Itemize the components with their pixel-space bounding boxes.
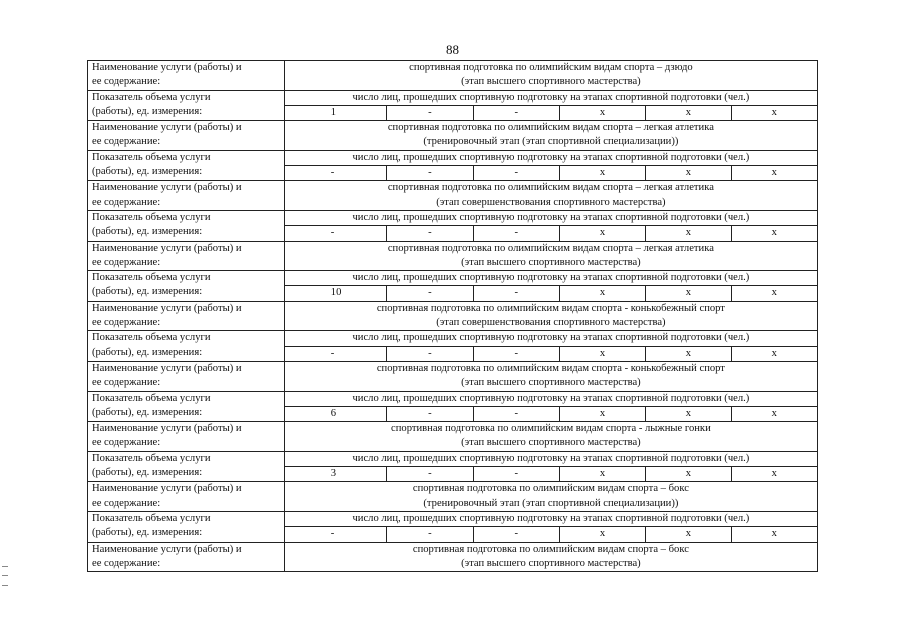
text-line: спортивная подготовка по олимпийским видам спорта - лыжные гонки	[391, 423, 711, 435]
text-line: Показатель объема услуги	[92, 91, 211, 103]
text-line: (работы), ед. измерения:	[92, 166, 203, 178]
text-line: (этап высшего спортивного мастерства)	[461, 256, 641, 268]
text-line: Наименование услуги (работы) и	[92, 182, 242, 194]
text-line: спортивная подготовка по олимпийским видам спорта - конькобежный спорт	[376, 302, 725, 314]
indicator-row	[88, 150, 818, 165]
indicator-row	[88, 210, 818, 225]
text-line: Наименование услуги (работы) и	[92, 483, 242, 495]
service-name-label	[88, 61, 285, 91]
indicator-value-cell: -	[473, 527, 559, 542]
text-line: ее содержание:	[92, 76, 161, 88]
indicator-value-cell: -	[387, 527, 473, 542]
indicator-value-cell: -	[387, 226, 473, 241]
indicator-title: число лиц, прошедших спортивную подготовку на этапах спортивной подготовки (чел.)	[284, 90, 817, 105]
service-name-row	[88, 61, 818, 91]
service-name-label	[88, 422, 285, 452]
indicator-value-cell: -	[473, 226, 559, 241]
text-line: спортивная подготовка по олимпийским видам спорта – легкая атлетика	[387, 182, 714, 194]
text-line: ее содержание:	[92, 317, 161, 329]
service-name-label	[88, 181, 285, 211]
indicator-label	[88, 391, 285, 422]
text-line: спортивная подготовка по олимпийским видам спорта – бокс	[412, 483, 689, 495]
indicator-title: число лиц, прошедших спортивную подготовку на этапах спортивной подготовки (чел.)	[284, 331, 817, 346]
indicator-value-cell: x	[559, 105, 645, 120]
text-line: Показатель объема услуги	[92, 392, 211, 404]
service-name-row	[88, 361, 818, 391]
service-name-row	[88, 542, 818, 572]
indicator-label	[88, 331, 285, 362]
indicator-label	[88, 271, 285, 302]
indicator-value-cell: 1	[284, 105, 386, 120]
indicator-value-cell: -	[387, 406, 473, 421]
indicator-value-cell: 10	[284, 286, 386, 301]
indicator-value-cell: x	[731, 226, 817, 241]
text-line: (этап совершенствования спортивного мастерства)	[436, 317, 666, 329]
indicator-value-cell: -	[473, 105, 559, 120]
indicator-value-cell: -	[473, 406, 559, 421]
text-line: Показатель объема услуги	[92, 332, 211, 344]
service-name-label	[88, 361, 285, 391]
indicator-title: число лиц, прошедших спортивную подготовку на этапах спортивной подготовки (чел.)	[284, 451, 817, 466]
service-name	[284, 181, 817, 211]
text-line: спортивная подготовка по олимпийским видам спорта – легкая атлетика	[387, 122, 714, 134]
service-name-row	[88, 121, 818, 151]
service-name-row	[88, 301, 818, 331]
indicator-value-cell: -	[284, 226, 386, 241]
indicator-value-cell: x	[731, 166, 817, 181]
service-name-label	[88, 542, 285, 572]
indicator-value-cell: x	[559, 346, 645, 361]
indicator-value-cell: -	[387, 346, 473, 361]
indicator-title: число лиц, прошедших спортивную подготовку на этапах спортивной подготовки (чел.)	[284, 150, 817, 165]
text-line: спортивная подготовка по олимпийским видам спорта – бокс	[412, 543, 689, 555]
margin-mark	[2, 566, 8, 586]
service-name-label	[88, 482, 285, 512]
text-line: (этап высшего спортивного мастерства)	[461, 437, 641, 449]
indicator-value-cell: x	[646, 105, 731, 120]
indicator-value-cell: x	[559, 226, 645, 241]
text-line: (тренировочный этап (этап спортивной специализации))	[423, 136, 679, 148]
indicator-value-cell: x	[646, 226, 731, 241]
indicator-value-cell: -	[387, 166, 473, 181]
text-line: ее содержание:	[92, 196, 161, 208]
indicator-title: число лиц, прошедших спортивную подготовку на этапах спортивной подготовки (чел.)	[284, 271, 817, 286]
indicator-value-cell: -	[473, 166, 559, 181]
indicator-row	[88, 331, 818, 346]
text-line: Наименование услуги (работы) и	[92, 122, 242, 134]
indicator-value-cell: x	[646, 166, 731, 181]
indicator-value-cell: 6	[284, 406, 386, 421]
indicator-row	[88, 511, 818, 526]
indicator-label	[88, 150, 285, 181]
service-name	[284, 61, 817, 91]
text-line: спортивная подготовка по олимпийским видам спорта – легкая атлетика	[387, 242, 714, 254]
indicator-label	[88, 90, 285, 121]
indicator-row	[88, 451, 818, 466]
services-table-body	[88, 61, 818, 572]
indicator-value-cell: 3	[284, 467, 386, 482]
indicator-value-cell: x	[731, 286, 817, 301]
text-line: ее содержание:	[92, 377, 161, 389]
service-name	[284, 241, 817, 271]
service-name-row	[88, 482, 818, 512]
text-line: Показатель объема услуги	[92, 211, 211, 223]
indicator-value-cell: -	[473, 286, 559, 301]
page-number: 88	[446, 42, 459, 57]
service-name-row	[88, 181, 818, 211]
text-line: (этап высшего спортивного мастерства)	[461, 377, 641, 389]
service-name	[284, 301, 817, 331]
text-line: Наименование услуги (работы) и	[92, 242, 242, 254]
indicator-value-cell: x	[731, 105, 817, 120]
indicator-value-cell: x	[646, 467, 731, 482]
service-name	[284, 361, 817, 391]
text-line: (работы), ед. измерения:	[92, 105, 203, 117]
text-line: ее содержание:	[92, 497, 161, 509]
indicator-value-cell: x	[646, 527, 731, 542]
text-line: (работы), ед. измерения:	[92, 286, 203, 298]
text-line: (работы), ед. измерения:	[92, 406, 203, 418]
indicator-value-cell: x	[646, 346, 731, 361]
indicator-value-cell: x	[731, 527, 817, 542]
service-name-label	[88, 121, 285, 151]
text-line: (работы), ед. измерения:	[92, 467, 203, 479]
text-line: (этап высшего спортивного мастерства)	[461, 557, 641, 569]
text-line: (этап совершенствования спортивного мастерства)	[436, 196, 666, 208]
text-line: ее содержание:	[92, 437, 161, 449]
text-line: ее содержание:	[92, 256, 161, 268]
service-name	[284, 422, 817, 452]
indicator-title: число лиц, прошедших спортивную подготовку на этапах спортивной подготовки (чел.)	[284, 511, 817, 526]
text-line: (работы), ед. измерения:	[92, 226, 203, 238]
text-line: Наименование услуги (работы) и	[92, 543, 242, 555]
indicator-label	[88, 511, 285, 542]
text-line: Наименование услуги (работы) и	[92, 302, 242, 314]
text-line: (этап высшего спортивного мастерства)	[461, 76, 641, 88]
text-line: Показатель объема услуги	[92, 272, 211, 284]
indicator-value-cell: x	[559, 286, 645, 301]
text-line: (работы), ед. измерения:	[92, 527, 203, 539]
indicator-value-cell: -	[284, 166, 386, 181]
text-line: ее содержание:	[92, 136, 161, 148]
text-line: ее содержание:	[92, 557, 161, 569]
indicator-value-cell: x	[646, 286, 731, 301]
text-line: спортивная подготовка по олимпийским видам спорта – дзюдо	[409, 62, 693, 73]
indicator-value-cell: -	[284, 527, 386, 542]
service-name	[284, 542, 817, 572]
text-line: Показатель объема услуги	[92, 452, 211, 464]
indicator-value-cell: x	[559, 166, 645, 181]
indicator-title: число лиц, прошедших спортивную подготовку на этапах спортивной подготовки (чел.)	[284, 210, 817, 225]
indicator-value-cell: -	[387, 286, 473, 301]
indicator-value-cell: x	[731, 346, 817, 361]
indicator-value-cell: -	[387, 105, 473, 120]
text-line: Показатель объема услуги	[92, 151, 211, 163]
indicator-value-cell: -	[473, 346, 559, 361]
indicator-value-cell: -	[387, 467, 473, 482]
indicator-value-cell: -	[473, 467, 559, 482]
indicator-row	[88, 90, 818, 105]
services-table	[87, 60, 818, 572]
indicator-value-cell: x	[646, 406, 731, 421]
indicator-value-cell: x	[731, 406, 817, 421]
text-line: (работы), ед. измерения:	[92, 346, 203, 358]
indicator-value-cell: x	[731, 467, 817, 482]
indicator-label	[88, 451, 285, 482]
text-line: Показатель объема услуги	[92, 512, 211, 524]
indicator-value-cell: x	[559, 406, 645, 421]
indicator-title: число лиц, прошедших спортивную подготовку на этапах спортивной подготовки (чел.)	[284, 391, 817, 406]
indicator-value-cell: x	[559, 467, 645, 482]
text-line: Наименование услуги (работы) и	[92, 423, 242, 435]
indicator-value-cell: -	[284, 346, 386, 361]
indicator-row	[88, 271, 818, 286]
text-line: Наименование услуги (работы) и	[92, 362, 242, 374]
service-name-label	[88, 241, 285, 271]
service-name-row	[88, 422, 818, 452]
text-line: спортивная подготовка по олимпийским видам спорта - конькобежный спорт	[376, 362, 725, 374]
indicator-label	[88, 210, 285, 241]
text-line: Наименование услуги (работы) и	[92, 62, 242, 73]
service-name-label	[88, 301, 285, 331]
service-name-row	[88, 241, 818, 271]
service-name	[284, 121, 817, 151]
service-name	[284, 482, 817, 512]
text-line: (тренировочный этап (этап спортивной специализации))	[423, 497, 679, 509]
indicator-value-cell: x	[559, 527, 645, 542]
indicator-row	[88, 391, 818, 406]
